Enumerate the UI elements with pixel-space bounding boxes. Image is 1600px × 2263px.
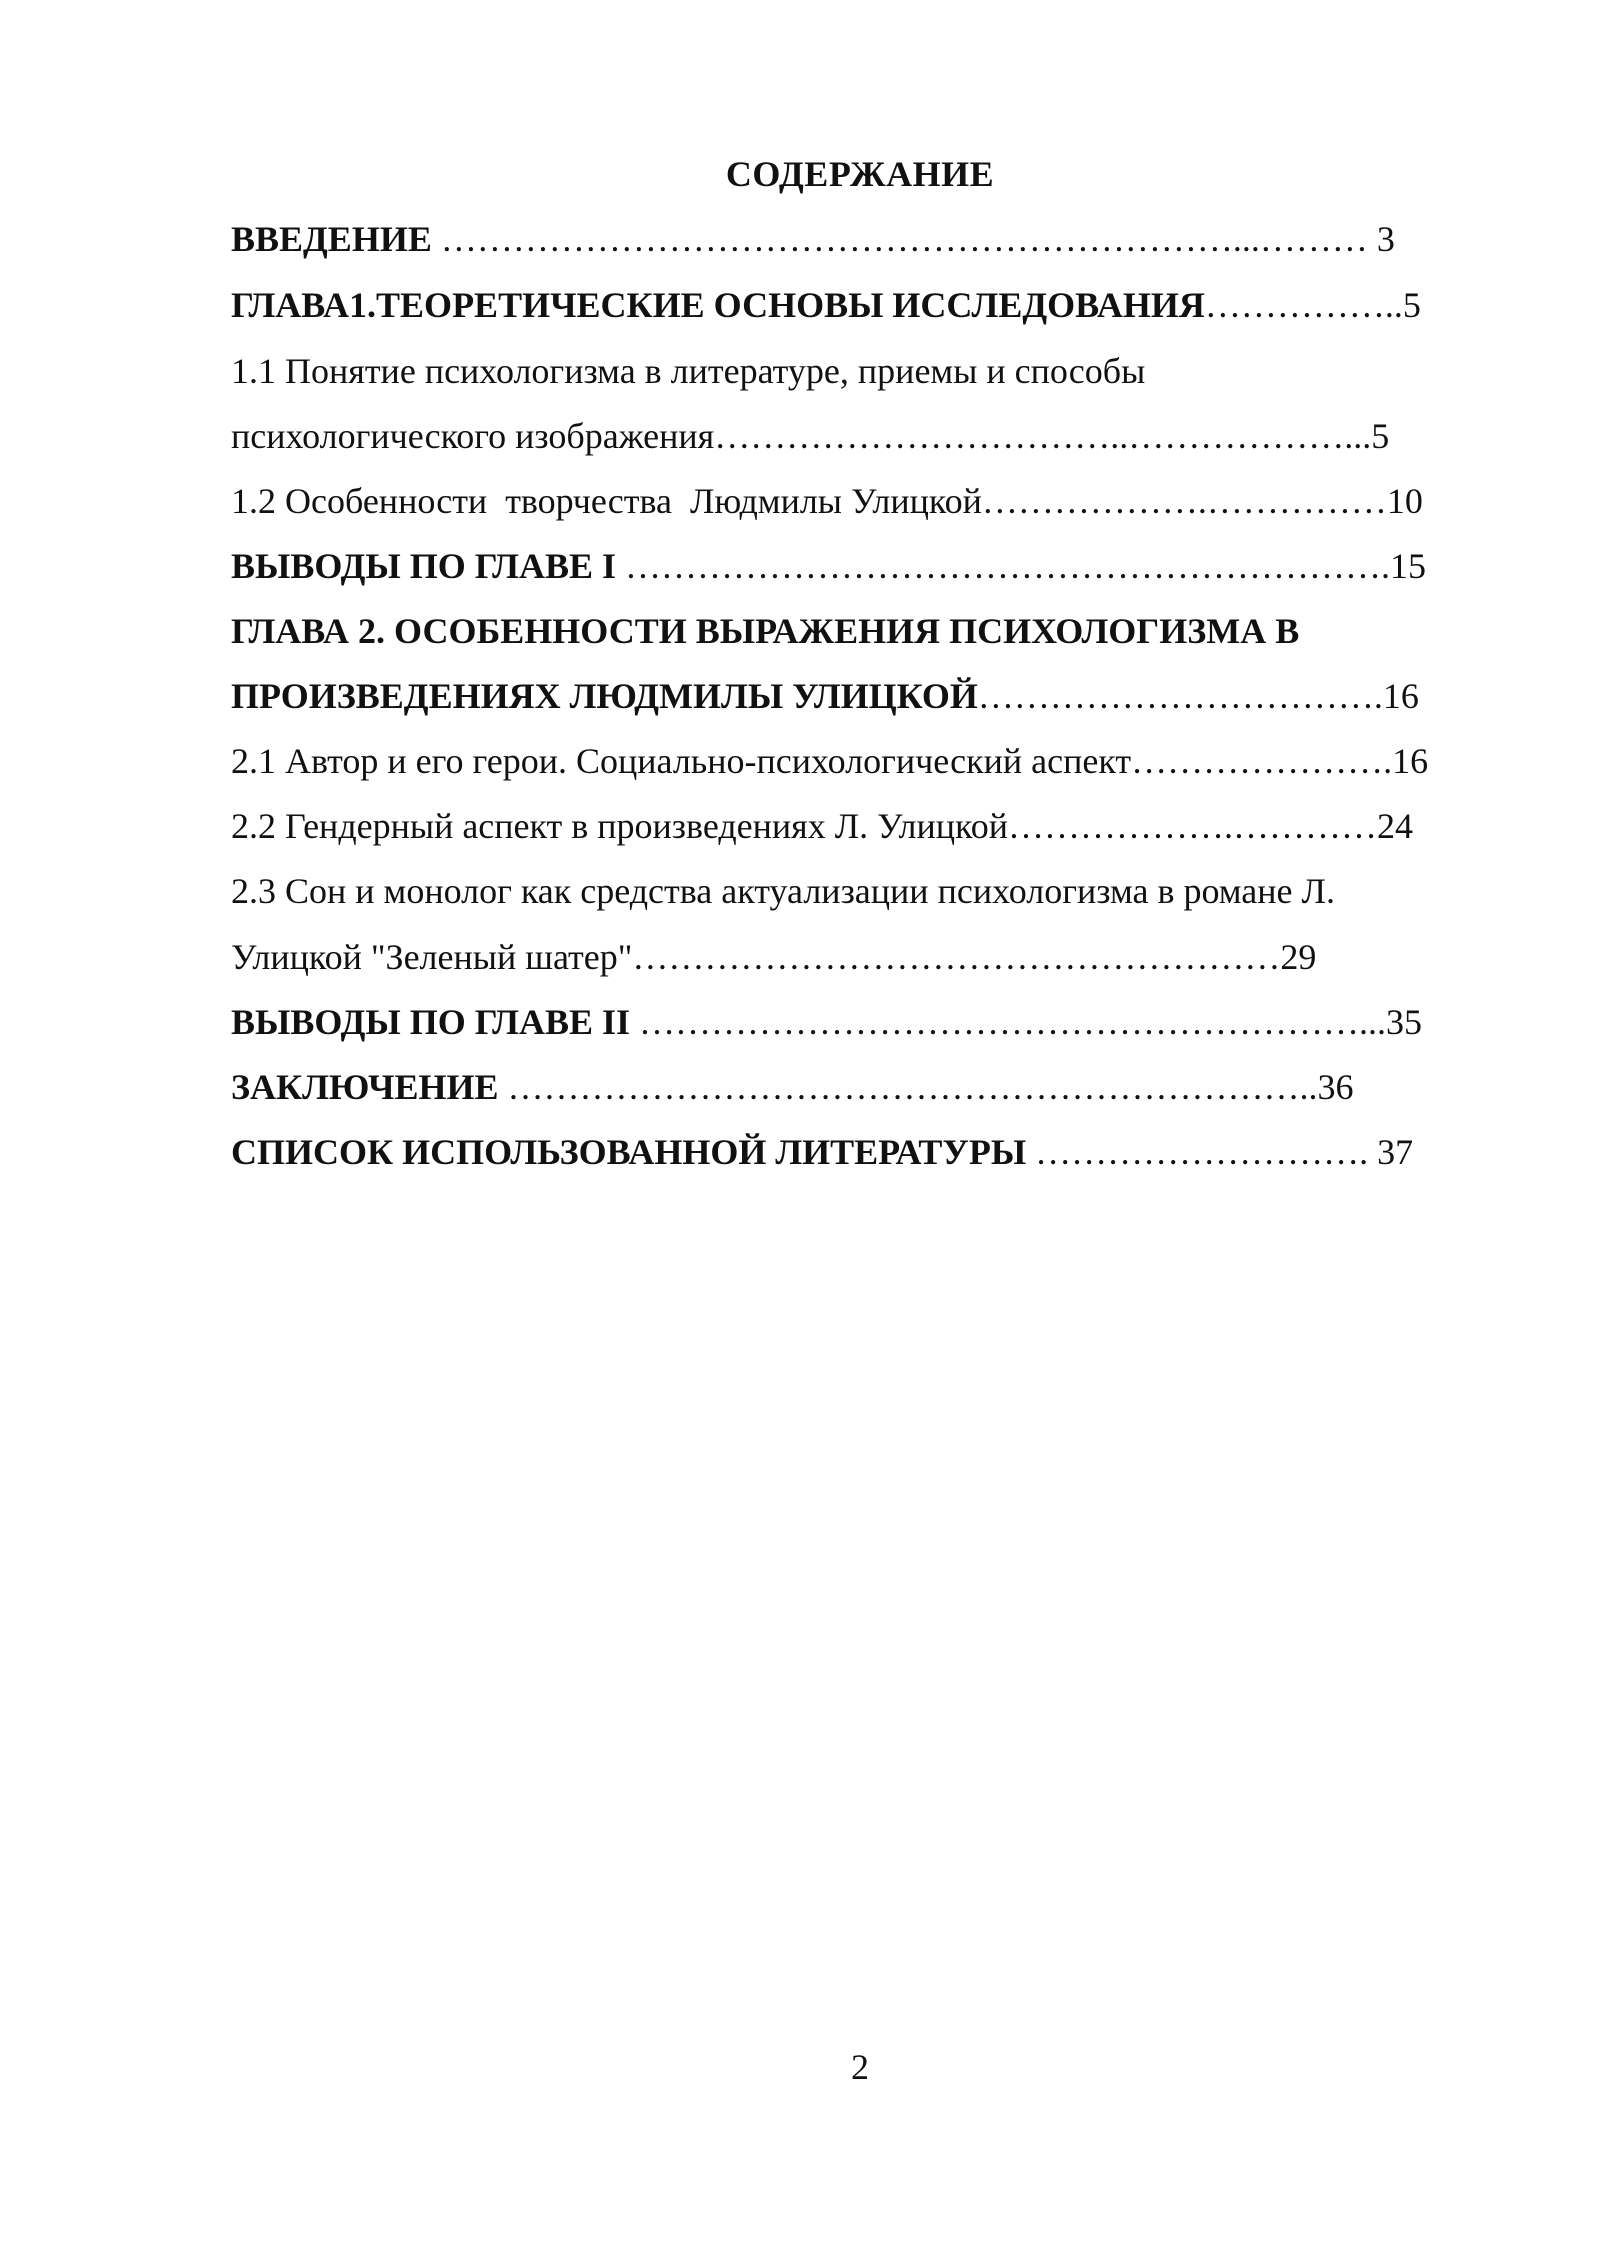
- toc-entry-leader: ………………….16: [1131, 741, 1429, 781]
- page-number: 2: [851, 2047, 869, 2087]
- toc-entry-text: 1.1 Понятие психологизма в литературе, приемы и способы: [231, 351, 1146, 391]
- toc-entry-leader: …………………………………………………………..36: [507, 1067, 1354, 1107]
- toc-entry-text: ВЫВОДЫ ПО ГЛАВЕ II: [231, 1002, 640, 1042]
- page-title: СОДЕРЖАНИЕ: [725, 154, 995, 194]
- toc-entry-leader: ……………………………………………………….15: [625, 546, 1427, 586]
- toc-entry-leader: ……………………………..………………...5: [714, 416, 1390, 456]
- toc-entry-text: 1.2 Особенности творчества Людмилы Улицкой: [231, 481, 982, 521]
- toc-entry-chapter-2-line-2: [231, 672, 1419, 720]
- toc-entry-text: ВЫВОДЫ ПО ГЛАВЕ I: [231, 546, 626, 586]
- toc-entry-introduction: [231, 215, 1395, 263]
- toc-entry-section-2-3-line-2: [231, 933, 1316, 981]
- toc-entry-text: ГЛАВА1.ТЕОРЕТИЧЕСКИЕ ОСНОВЫ ИССЛЕДОВАНИЯ: [231, 285, 1205, 325]
- toc-entry-leader: …………………………………………………………...……… 3: [440, 219, 1395, 259]
- toc-entry-conclusions-chapter-2: [231, 998, 1422, 1046]
- toc-entry-chapter-2-line-1: [231, 607, 1299, 655]
- toc-entry-conclusion: [231, 1063, 1354, 1111]
- toc-entry-text: Улицкой "Зеленый шатер": [231, 937, 633, 977]
- toc-entry-leader: ……………………………………………………...35: [639, 1002, 1423, 1042]
- toc-entry-references: [231, 1128, 1413, 1176]
- toc-entry-text: ГЛАВА 2. ОСОБЕННОСТИ ВЫРАЖЕНИЯ ПСИХОЛОГИЗМА В: [231, 611, 1300, 651]
- toc-entry-leader: ………………………………………………29: [632, 937, 1317, 977]
- toc-entry-text: ЗАКЛЮЧЕНИЕ: [231, 1067, 508, 1107]
- toc-entry-section-2-3-line-1: [231, 867, 1335, 915]
- toc-entry-leader: ……………..5: [1204, 285, 1421, 325]
- toc-entry-text: 2.1 Автор и его герои. Социально-психологический аспект: [231, 741, 1132, 781]
- toc-entry-leader: ……………….…………24: [1007, 806, 1413, 846]
- toc-entry-text: 2.3 Сон и монолог как средства актуализации психологизма в романе Л.: [231, 871, 1335, 911]
- toc-entry-text: 2.2 Гендерный аспект в произведениях Л. Улицкой: [231, 806, 1008, 846]
- toc-entry-chapter-1: [231, 281, 1421, 329]
- toc-entry-section-1-1-line-1: [231, 347, 1145, 395]
- toc-entry-text: СПИСОК ИСПОЛЬЗОВАННОЙ ЛИТЕРАТУРЫ: [231, 1132, 1036, 1172]
- toc-entry-section-2-1: [231, 737, 1428, 785]
- toc-entry-conclusions-chapter-1: [231, 542, 1426, 590]
- toc-entry-leader: …………………………….16: [977, 676, 1419, 716]
- toc-entry-section-2-2: [231, 802, 1413, 850]
- toc-entry-text: ПРОИЗВЕДЕНИЯХ ЛЮДМИЛЫ УЛИЦКОЙ: [231, 676, 978, 716]
- toc-entry-leader: ……………….……………10: [981, 481, 1423, 521]
- toc-entry-text: ВВЕДЕНИЕ: [231, 219, 441, 259]
- toc-entry-section-1-1-line-2: [231, 412, 1389, 460]
- toc-entry-section-1-2: [231, 477, 1423, 525]
- toc-entry-leader: ………………………. 37: [1035, 1132, 1414, 1172]
- toc-entry-text: психологического изображения: [231, 416, 715, 456]
